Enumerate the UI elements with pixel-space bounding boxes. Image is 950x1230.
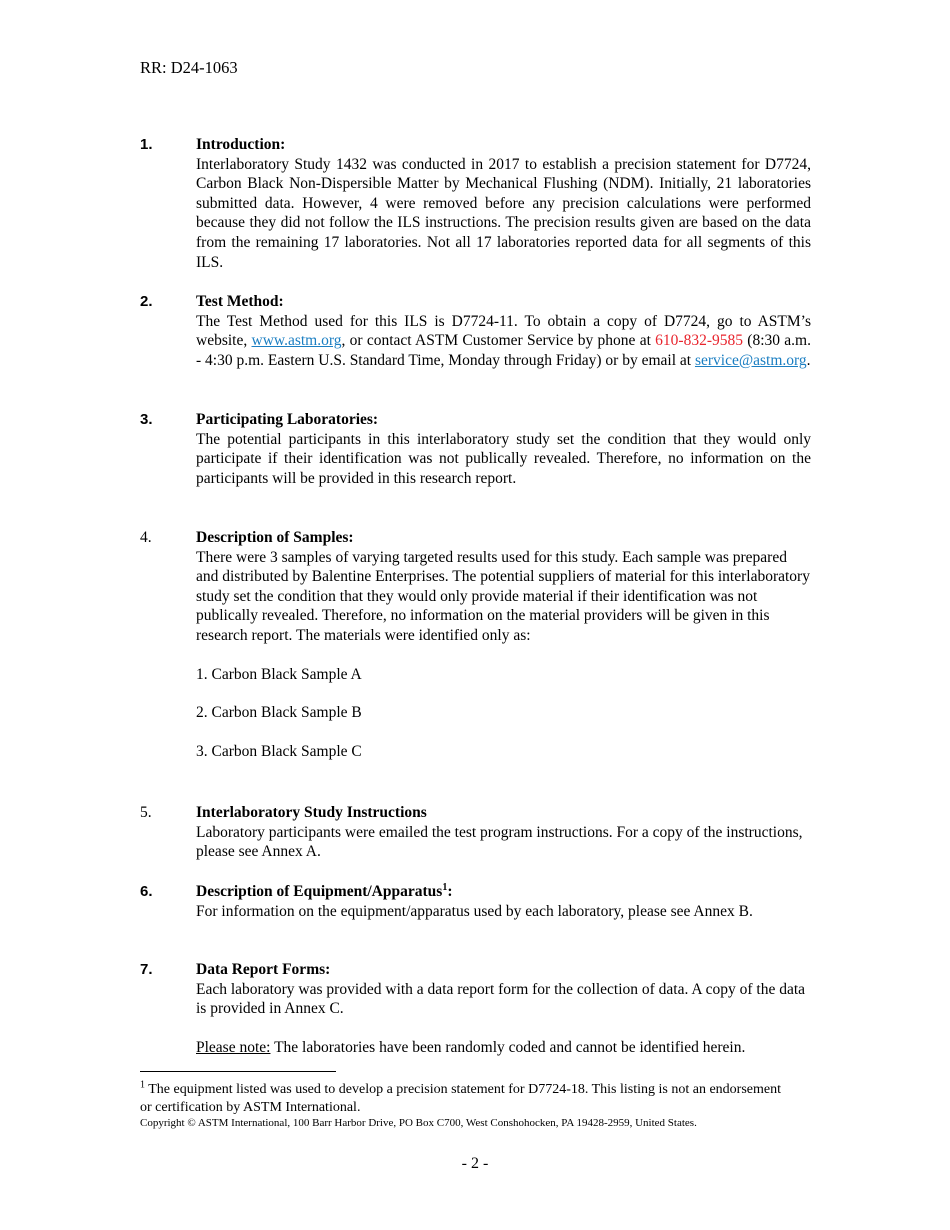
page-number: - 2 - [461,1155,489,1172]
section-number: 2. [140,293,153,310]
report-id-header: RR: D24-1063 [140,58,238,77]
section-number: 6. [140,883,153,900]
astm-website-link[interactable]: www.astm.org [251,332,342,350]
email-link[interactable]: service@astm.org [694,351,807,369]
section-body: Interlaboratory Study 1432 was conducted in 2017 to establish a precision statement for D7724, Carbon Black Non-Dispersible Matter by Mechanical Flushing (NDM). Initially, 21 laboratories submitted data. However, 4 were removed before any precision calculations were performed because they did not follow the ILS instructions. The precision results given are based on the data from the remaining 17 laboratories. Not all 17 laboratories reported data for all segments of this ILS. [196,155,811,271]
section-number: 4. [140,529,152,546]
section-number: 7. [140,961,153,978]
section-title: Test Method: [196,293,284,310]
title-text: Description of Equipment/Apparatus [196,883,443,900]
footnote-text: The equipment listed was used to develop a precision statement for D7724-18. This listing is not an endorsement or certification by ASTM International. [140,1082,781,1115]
footnote [140,1081,790,1117]
section-title [196,882,811,902]
section-title: Interlaboratory Study Instructions [196,804,427,821]
section-body: For information on the equipment/apparatus used by each laboratory, please see Annex B. [196,902,753,920]
body-text: , or contact ASTM Customer Service by phone at [341,332,656,350]
please-note [196,1038,811,1058]
section-body: Laboratory participants were emailed the test program instructions. For a copy of the instructions, please see Annex A. [196,823,803,861]
section-body: Each laboratory was provided with a data report form for the collection of data. A copy of the data is provided in Annex C. [196,980,806,1018]
section-body: There were 3 samples of varying targeted results used for this study. Each sample was prepared and distributed by Balentine Enterprises. The potential suppliers of material for this interlaboratory study set the condition that they would only provide material if their identification was not publically revealed. Therefore, no information on the material providers will be given in this research report. The materials were identified only as: [196,548,810,644]
sample-list-item: 3. Carbon Black Sample C [196,742,362,760]
please-note-text: The laboratories have been randomly coded and cannot be identified herein. [270,1038,746,1056]
body-text: (8:30 a.m. - 4:30 p.m. Eastern U.S. Standard Time, Monday through Friday) or by email at [196,332,811,369]
body-text: The Test Method used for this ILS is D7724-11. To obtain a copy of D7724, go to ASTM’s website, [196,312,811,350]
sample-list-item: 2. Carbon Black Sample B [196,704,362,722]
section-interlaboratory-study-instructions [140,803,811,862]
section-data-report-forms [140,960,811,1057]
section-title: Participating Laboratories: [196,411,379,428]
section-number: 5. [140,804,152,821]
section-title: Introduction: [196,136,286,153]
footnote-ref: 1 [442,881,448,893]
section-title: Description of Samples: [196,529,354,546]
body-text: . [806,351,811,369]
phone-number: 610-832-9585 [655,332,743,350]
section-number: 3. [140,411,153,428]
please-note-label: Please note: [196,1038,271,1056]
title-colon: : [447,883,453,900]
footnote-marker: 1 [140,1079,145,1091]
section-number: 1. [140,136,153,153]
copyright-notice: Copyright © ASTM International, 100 Barr Harbor Drive, PO Box C700, West Conshohocken, PA 19428-2959, United States. [140,1117,697,1129]
sample-list-item: 1. Carbon Black Sample A [196,665,362,683]
section-body [196,312,811,371]
section-participating-laboratories [140,410,811,488]
footnote-divider [140,1071,336,1072]
section-test-method [140,292,811,370]
section-title: Data Report Forms: [196,961,331,978]
section-description-of-equipment [140,882,811,921]
section-introduction [140,135,811,272]
section-body: The potential participants in this interlaboratory study set the condition that they would only participate if their identification was not publically revealed. Therefore, no information on the participants will be provided in this research report. [196,430,811,487]
section-description-of-samples [140,528,811,761]
